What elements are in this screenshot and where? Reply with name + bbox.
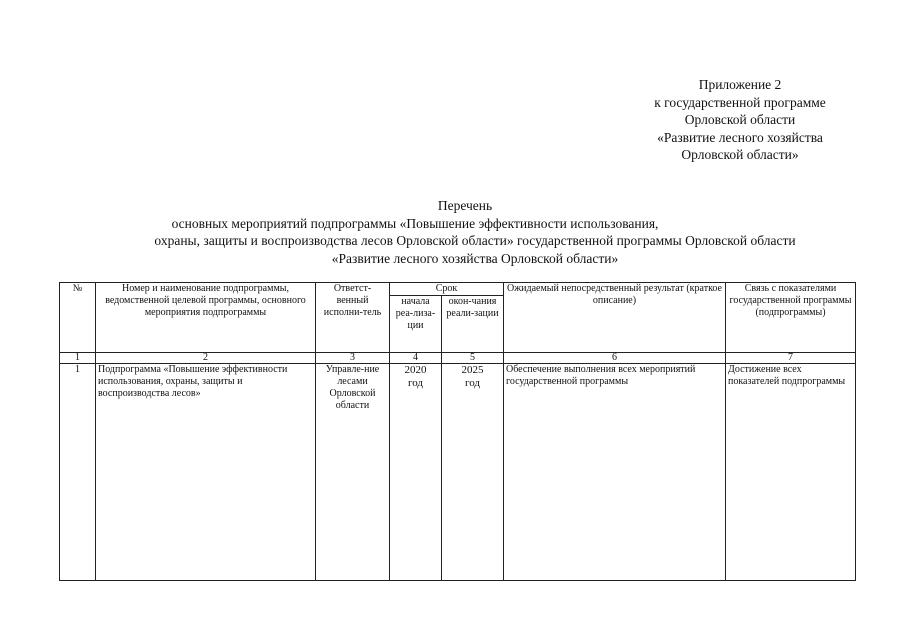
document-title (60, 197, 870, 267)
header-name: Номер и наименование подпрограммы, ведомственной целевой программы, основного мероприятия подпрограммы (96, 283, 316, 353)
row-result: Обеспечение выполнения всех мероприятий государственной программы (504, 364, 726, 581)
appendix-block (560, 76, 905, 164)
row-end-unit: год (464, 377, 481, 389)
column-number: 1 (60, 353, 96, 364)
header-executor: Ответст-венный исполни-тель (316, 283, 390, 353)
row-start (390, 364, 442, 581)
header-result: Ожидаемый непосредственный результат (краткое описание) (504, 283, 726, 353)
column-number-row (60, 353, 856, 364)
header-link: Связь с показателями государственной программы (подпрограммы) (726, 283, 856, 353)
row-end-year: 2025 (461, 364, 484, 376)
appendix-line: к государственной программе (654, 94, 826, 110)
appendix-line: «Развитие лесного хозяйства (657, 129, 823, 145)
table-row (60, 364, 856, 581)
column-number: 5 (442, 353, 504, 364)
column-number: 7 (726, 353, 856, 364)
row-name: Подпрограмма «Повышение эффективности использования, охраны, защиты и воспроизводства лесов» (96, 364, 316, 581)
column-number: 6 (504, 353, 726, 364)
column-number: 2 (96, 353, 316, 364)
table-header-row (60, 283, 856, 296)
title-line: охраны, защиты и воспроизводства лесов Орловской области» государственной программы Орловской области (154, 233, 796, 248)
header-term: Срок (390, 283, 504, 296)
column-number: 3 (316, 353, 390, 364)
header-num: № (60, 283, 96, 353)
row-end (442, 364, 504, 581)
activities-table (59, 282, 856, 581)
header-start: начала реа-лиза-ции (390, 296, 442, 353)
row-num: 1 (60, 364, 96, 581)
header-end: окон-чания реали-зации (442, 296, 504, 353)
row-link: Достижение всех показателей подпрограммы (726, 364, 856, 581)
title-line: основных мероприятий подпрограммы «Повышение эффективности использования, (171, 215, 659, 231)
column-number: 4 (390, 353, 442, 364)
row-executor: Управле-ние лесами Орловской области (316, 364, 390, 581)
appendix-line: Приложение 2 (698, 77, 782, 92)
title-line: Перечень (437, 198, 493, 213)
row-start-year: 2020 (404, 364, 427, 376)
appendix-line: Орловской области (684, 112, 796, 127)
appendix-line: Орловской области» (681, 147, 799, 162)
row-start-unit: год (407, 377, 424, 389)
title-line: «Развитие лесного хозяйства Орловской области» (331, 250, 619, 266)
